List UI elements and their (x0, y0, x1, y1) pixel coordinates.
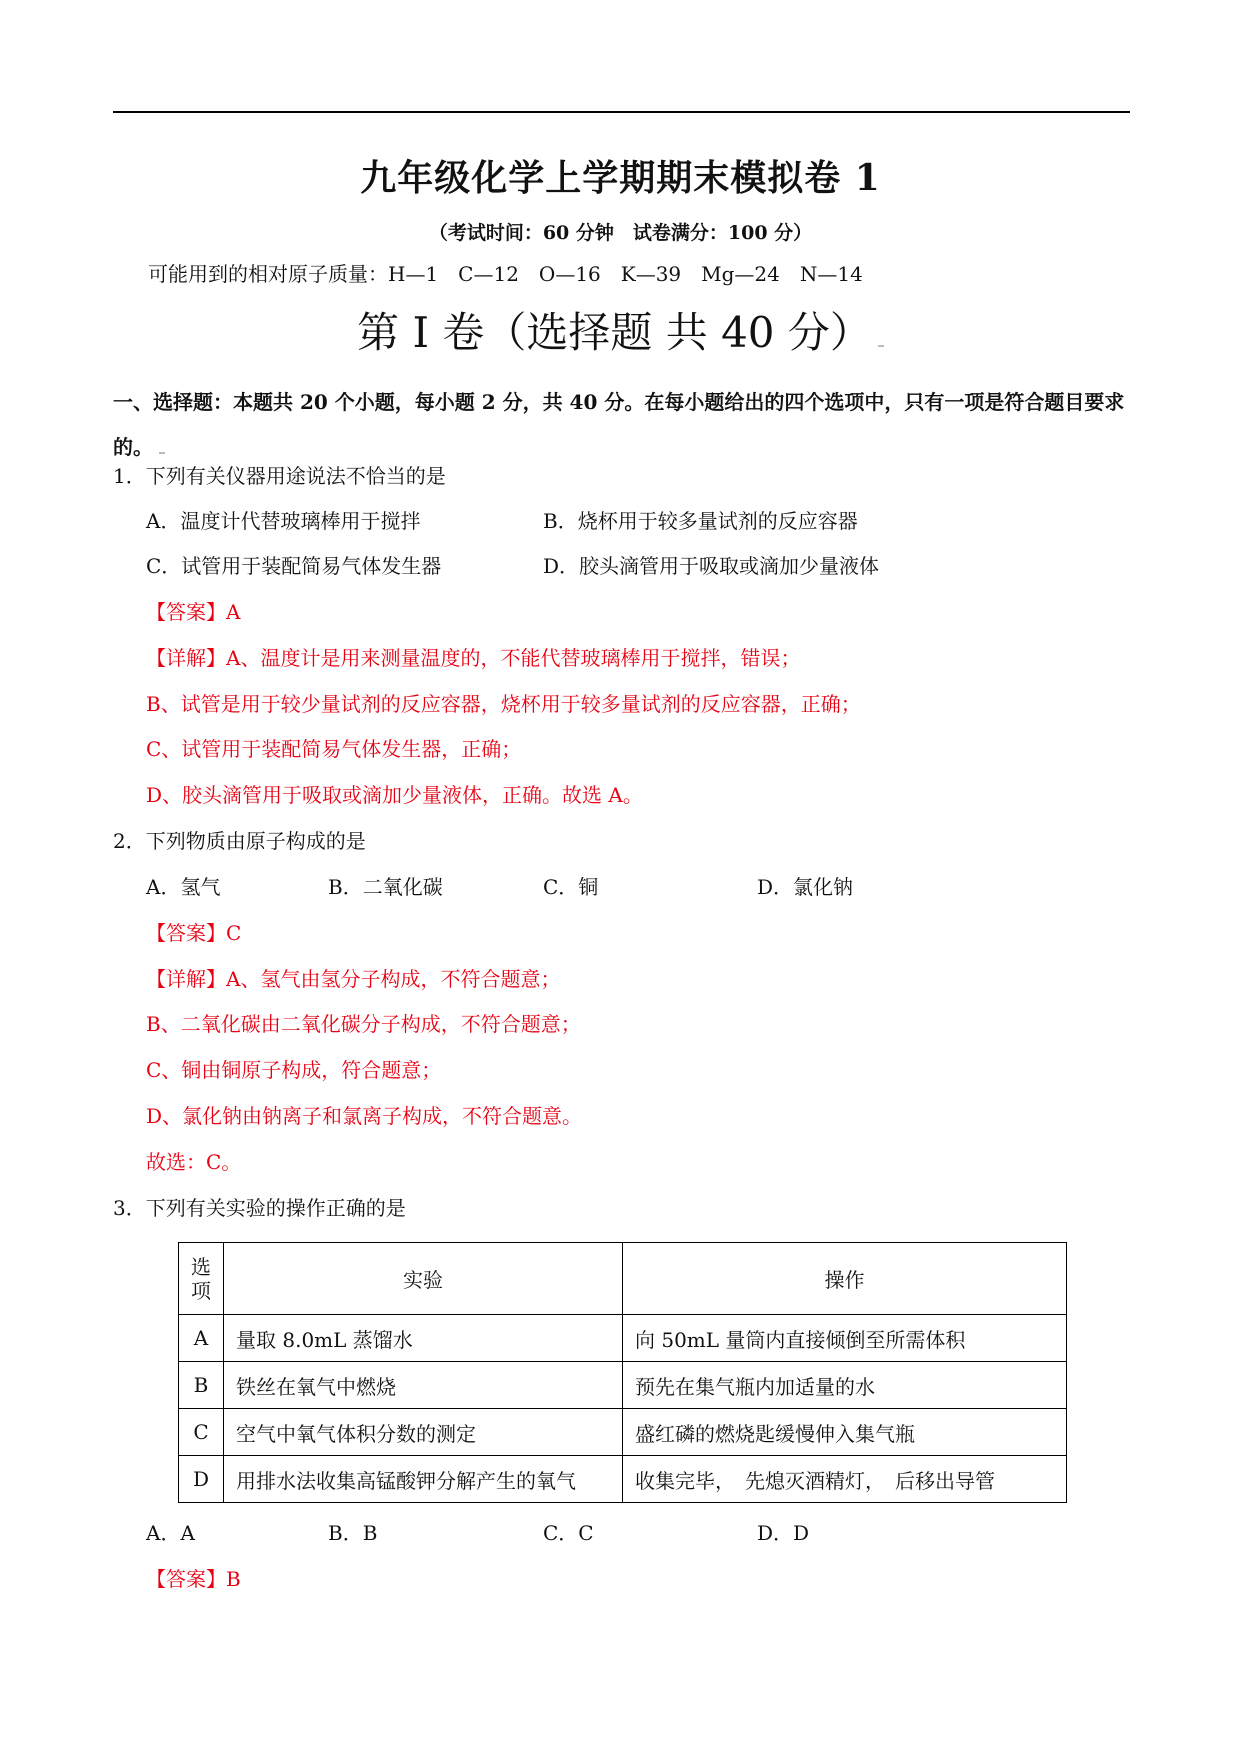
table-cell-option: B (179, 1362, 224, 1409)
q2-option-b: B．二氧化碳 (328, 875, 443, 899)
table-cell-experiment: 空气中氧气体积分数的测定 (224, 1409, 623, 1456)
q3-option-a: A．A (146, 1521, 195, 1545)
q2-option-d: D．氯化钠 (757, 875, 854, 899)
q3-answer: 【答案】B (146, 1567, 241, 1591)
table-cell-option: A (179, 1315, 224, 1362)
table-row (179, 1456, 1067, 1503)
section-instructions-text: 一、选择题：本题共 20 个小题，每小题 2 分，共 40 分。在每小题给出的四个选项中，只有一项是符合题目要求的。 (113, 390, 1125, 459)
q3-option-c: C．C (543, 1521, 594, 1545)
q2-stem: 2．下列物质由原子构成的是 (113, 829, 366, 853)
edit-mark (159, 452, 165, 454)
table-header-option: 选项 (191, 1254, 211, 1303)
table-header-cell (179, 1243, 224, 1315)
table-cell-operation: 收集完毕， 先熄灭酒精灯， 后移出导管 (623, 1456, 1067, 1503)
q2-explanation-1: 【详解】A、氢气由氢分子构成，不符合题意； (146, 967, 561, 991)
table-row (179, 1362, 1067, 1409)
q3-stem: 3．下列有关实验的操作正确的是 (113, 1196, 406, 1220)
table-header-row (179, 1243, 1067, 1315)
q2-option-c: C．铜 (543, 875, 599, 899)
section-title (0, 300, 1241, 360)
section-instructions (113, 380, 1133, 470)
section-title-text: 第 I 卷（选择题 共 40 分） (357, 308, 872, 357)
table-cell-operation: 预先在集气瓶内加适量的水 (623, 1362, 1067, 1409)
edit-mark (878, 345, 884, 347)
table-cell-experiment: 铁丝在氧气中燃烧 (224, 1362, 623, 1409)
table-cell-operation: 向 50mL 量筒内直接倾倒至所需体积 (623, 1315, 1067, 1362)
q1-option-d: D．胶头滴管用于吸取或滴加少量液体 (543, 554, 880, 578)
q1-stem: 1．下列有关仪器用途说法不恰当的是 (113, 464, 446, 488)
q1-explanation-1: 【详解】A、温度计是用来测量温度的，不能代替玻璃棒用于搅拌，错误； (146, 646, 801, 670)
table-cell-experiment: 用排水法收集高锰酸钾分解产生的氧气 (224, 1456, 623, 1503)
q2-explanation-3: C、铜由铜原子构成，符合题意； (146, 1058, 442, 1082)
table-header-experiment: 实验 (224, 1243, 623, 1315)
table-cell-option: C (179, 1409, 224, 1456)
q2-explanation-4: D、氯化钠由钠离子和氯离子构成，不符合题意。 (146, 1104, 583, 1128)
q1-answer: 【答案】A (146, 600, 241, 624)
q2-answer: 【答案】C (146, 921, 242, 945)
table-header-operation: 操作 (623, 1243, 1067, 1315)
q2-option-a: A．氢气 (146, 875, 221, 899)
table-row (179, 1409, 1067, 1456)
atomic-masses: 可能用到的相对原子质量：H—1 C—12 O—16 K—39 Mg—24 N—14 (148, 262, 863, 286)
table-cell-operation: 盛红磷的燃烧匙缓慢伸入集气瓶 (623, 1409, 1067, 1456)
q3-option-b: B．B (328, 1521, 378, 1545)
q1-explanation-3: C、试管用于装配简易气体发生器，正确； (146, 737, 522, 761)
q3-table (178, 1242, 1067, 1503)
q3-option-d: D．D (757, 1521, 810, 1545)
q2-explanation-5: 故选：C。 (146, 1150, 242, 1174)
table-row (179, 1315, 1067, 1362)
q1-option-c: C．试管用于装配简易气体发生器 (146, 554, 442, 578)
q1-option-a: A．温度计代替玻璃棒用于搅拌 (146, 509, 421, 533)
exam-title: 九年级化学上学期期末模拟卷 1 (360, 157, 881, 199)
q1-option-b: B．烧杯用于较多量试剂的反应容器 (543, 509, 858, 533)
q2-explanation-2: B、二氧化碳由二氧化碳分子构成，不符合题意； (146, 1012, 581, 1036)
header-rule (113, 111, 1130, 113)
table-cell-experiment: 量取 8.0mL 蒸馏水 (224, 1315, 623, 1362)
q1-explanation-2: B、试管是用于较少量试剂的反应容器，烧杯用于较多量试剂的反应容器，正确； (146, 692, 861, 716)
exam-info: （考试时间：60 分钟 试卷满分：100 分） (428, 222, 813, 244)
table-cell-option: D (179, 1456, 224, 1503)
q1-explanation-4: D、胶头滴管用于吸取或滴加少量液体，正确。故选 A。 (146, 783, 643, 807)
